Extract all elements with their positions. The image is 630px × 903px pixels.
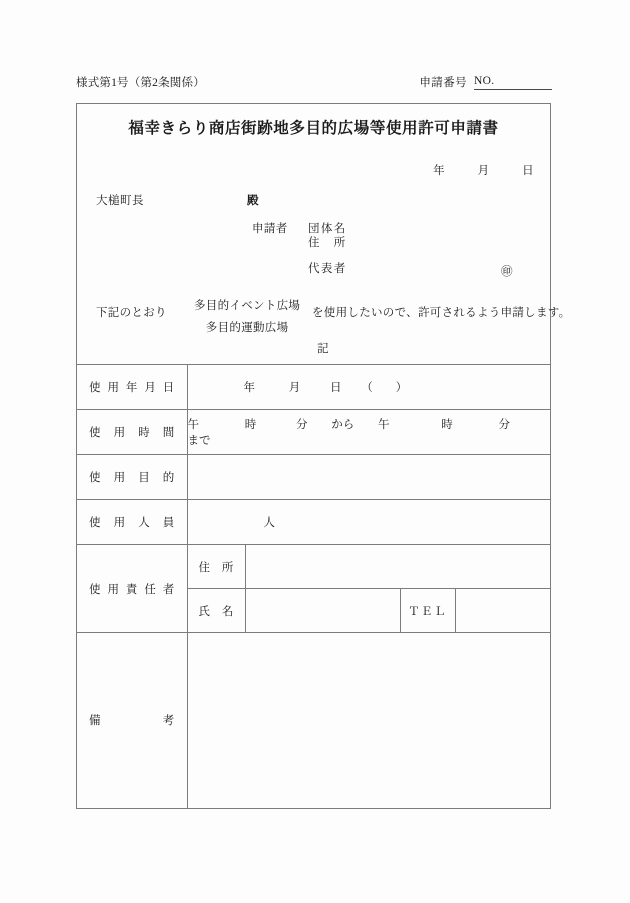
use-time-to-ampm: 午 <box>378 419 390 431</box>
form-preamble-block <box>77 104 571 364</box>
use-time-label: 使 用 時 間 <box>89 427 175 439</box>
seal-stamp-icon: ㊞ <box>501 266 513 278</box>
use-date-label: 使 用 年 月 日 <box>89 382 175 394</box>
applicant-organization-label: 団体名 <box>308 223 347 235</box>
responsible-address-label-cell: 住 所 <box>187 545 245 589</box>
venue-option-sports[interactable]: 多目的運動広場 <box>205 321 289 334</box>
table-row-use-time <box>77 410 550 455</box>
responsible-tel-value-cell[interactable] <box>455 589 550 633</box>
use-date-value-cell[interactable] <box>187 365 550 410</box>
application-number-group <box>419 74 552 90</box>
use-time-to-minute: 分 <box>498 419 510 431</box>
use-date-label-cell <box>77 365 187 410</box>
remarks-label-cell <box>77 633 187 808</box>
use-time-from-minute: 分 <box>296 419 308 431</box>
addressee-label: 大槌町長 <box>96 195 144 207</box>
remarks-label: 備 考 <box>89 715 175 728</box>
venue-option-event[interactable]: 多目的イベント広場 <box>194 300 301 312</box>
table-row-remarks <box>77 633 550 808</box>
addressee-honorific: 殿 <box>247 195 259 207</box>
table-row-use-purpose <box>77 455 550 500</box>
statement-tail-text: を使用したいので、許可されるよう申請します。 <box>312 307 571 319</box>
use-date-month: 月 <box>288 382 301 394</box>
use-time-from-ampm: 午 <box>187 419 199 431</box>
applicant-address-row <box>252 236 347 250</box>
application-number-label: 申請番号 <box>419 77 467 89</box>
date-day-label: 日 <box>522 165 534 177</box>
page-title: 福幸きらり商店街跡地多目的広場等使用許可申請書 <box>128 120 499 137</box>
applicant-label: 申請者 <box>252 223 288 235</box>
applicant-address-label: 住 所 <box>308 237 347 250</box>
use-people-label-cell <box>77 500 187 545</box>
use-time-to-hour: 時 <box>441 419 453 431</box>
applicant-organization-row <box>252 222 347 236</box>
use-date-day: 日 <box>330 382 342 394</box>
use-purpose-label-cell <box>77 455 187 500</box>
responsible-name-value-cell[interactable] <box>245 589 400 633</box>
responsible-address-value-cell[interactable] <box>245 545 550 589</box>
use-date-year: 年 <box>243 382 255 394</box>
use-time-suffix: まで <box>187 435 211 447</box>
applicant-block <box>252 222 347 276</box>
responsible-name-label-cell: 氏 名 <box>187 589 245 633</box>
use-purpose-value-cell[interactable] <box>187 455 550 500</box>
use-date-weekday: （ ） <box>361 382 408 394</box>
table-row-use-date <box>77 365 550 410</box>
date-year-label: 年 <box>433 165 446 177</box>
venue-options <box>194 296 300 340</box>
table-row-use-people <box>77 500 550 545</box>
use-time-connector: から <box>331 419 355 431</box>
submission-date-line <box>433 162 534 178</box>
use-purpose-label: 使 用 目 的 <box>89 472 175 484</box>
document-header <box>76 70 552 90</box>
use-time-from-hour: 時 <box>244 419 257 431</box>
use-time-label-cell <box>77 410 187 455</box>
form-frame <box>76 103 571 809</box>
use-time-value-cell[interactable] <box>187 410 550 455</box>
ki-marker: 記 <box>317 343 329 355</box>
remarks-value-cell[interactable] <box>187 633 550 808</box>
statement-lead-text: 下記のとおり <box>96 307 167 319</box>
responsible-tel-label-cell: ＴＥＬ <box>400 589 455 633</box>
use-date-placeholders <box>188 379 551 395</box>
responsible-label: 使 用 責 任 者 <box>89 583 175 596</box>
applicant-representative-row <box>252 262 347 276</box>
table-row-responsible-address <box>77 545 550 589</box>
use-people-label: 使 用 人 員 <box>89 517 175 529</box>
date-month-label: 月 <box>477 165 490 177</box>
applicant-representative-label: 代表者 <box>308 262 347 275</box>
responsible-label-cell <box>77 545 187 633</box>
application-number-field[interactable]: NO. <box>474 75 552 90</box>
form-code-label: 様式第1号（第2条関係） <box>76 77 205 89</box>
use-people-value-cell[interactable] <box>187 500 550 545</box>
application-details-table <box>77 364 550 808</box>
use-time-placeholders <box>188 416 551 448</box>
use-people-unit: 人 <box>263 517 275 529</box>
